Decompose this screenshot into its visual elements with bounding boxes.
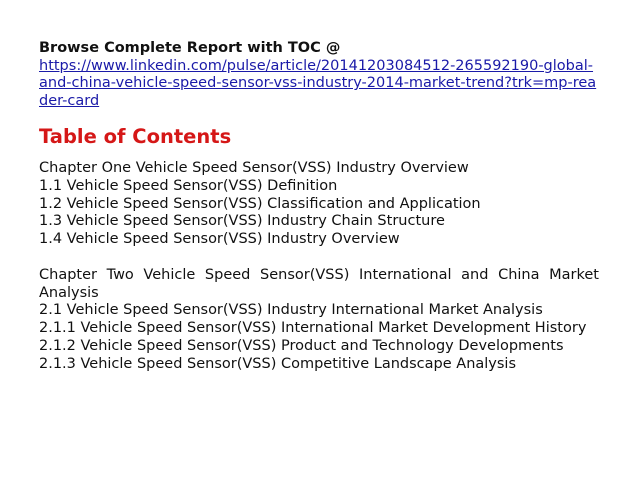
toc-item-2-1-3: 2.1.3 Vehicle Speed Sensor(VSS) Competitive Landscape Analysis [39, 355, 517, 372]
toc-chapter-one-heading: Chapter One Vehicle Speed Sensor(VSS) Industry Overview [39, 160, 469, 176]
toc-chapter-two-heading: Chapter Two Vehicle Speed Sensor(VSS) International and China Market Analysis [39, 266, 599, 301]
toc-item-1-1: 1.1 Vehicle Speed Sensor(VSS) Definition [39, 177, 338, 194]
toc-item-1-2: 1.2 Vehicle Speed Sensor(VSS) Classification and Application [39, 195, 481, 212]
toc-title: Table of Contents [39, 125, 232, 148]
report-link[interactable]: https://www.linkedin.com/pulse/article/20141203084512-265592190-global-and-china-vehicle-speed-sensor-vss-industry-2014-market-trend?trk=mp-reader-card [39, 57, 597, 109]
toc-item-2-1: 2.1 Vehicle Speed Sensor(VSS) Industry International Market Analysis [39, 302, 543, 319]
document-content [39, 40, 599, 374]
toc-item-2-1-1: 2.1.1 Vehicle Speed Sensor(VSS) International Market Development History [39, 320, 587, 337]
browse-report-heading: Browse Complete Report with TOC @ [39, 40, 341, 56]
section-spacer [39, 249, 599, 267]
toc-item-2-1-2: 2.1.2 Vehicle Speed Sensor(VSS) Product and Technology Developments [39, 337, 564, 354]
toc-item-1-4: 1.4 Vehicle Speed Sensor(VSS) Industry Overview [39, 231, 400, 248]
toc-item-1-3: 1.3 Vehicle Speed Sensor(VSS) Industry Chain Structure [39, 213, 445, 230]
